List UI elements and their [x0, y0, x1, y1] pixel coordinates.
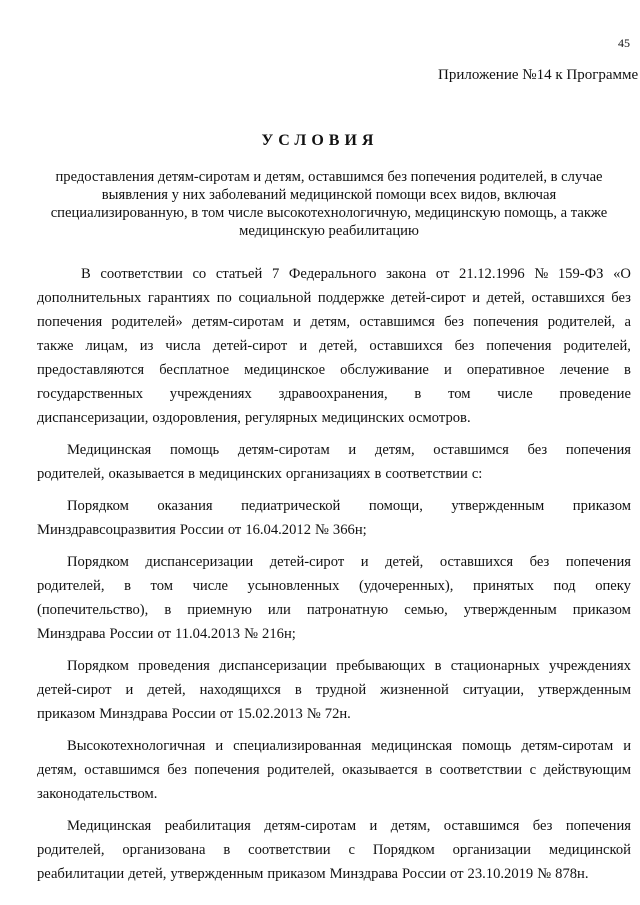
word: соответствии [439, 762, 523, 778]
subtitle-line: предоставления детям-сиротам и детям, оставшимся без попечения родителей, в случае [55, 169, 603, 185]
word: России [171, 706, 216, 722]
word: с [348, 842, 355, 858]
word: родителей, [37, 842, 105, 858]
word: здравоохранения, [278, 386, 388, 402]
word: в [188, 466, 196, 482]
text-line [37, 735, 631, 759]
word: стационарных [450, 658, 540, 674]
word: том [448, 386, 471, 402]
word: помощи, [368, 498, 423, 514]
word: оказывается [108, 466, 185, 482]
word: Минздравсоцразвития [37, 522, 176, 538]
word: под [553, 578, 576, 594]
word: законодательством. [37, 786, 158, 802]
word: поддержке [317, 290, 385, 306]
word: Порядком [67, 554, 129, 570]
word: детям-сиротам [191, 314, 284, 330]
word: и [293, 314, 301, 330]
document-subtitle [30, 168, 628, 240]
text-line [37, 463, 631, 487]
word: и [125, 682, 134, 698]
word: (удочеренных), [359, 578, 454, 594]
word: детей, [147, 682, 186, 698]
word: 159-ФЗ [557, 266, 604, 282]
word: из [139, 338, 154, 354]
word: детям, [37, 762, 77, 778]
word: диспансеризации [219, 658, 327, 674]
word: без [532, 818, 553, 834]
word: по [216, 290, 232, 306]
word: реабилитации [37, 866, 125, 882]
subtitle-line: выявления у них заболеваний медицинской помощи всех видов, включая [101, 187, 557, 203]
text-line [37, 575, 631, 599]
word: патронатную [306, 602, 389, 618]
word: оставшимся [359, 314, 435, 330]
word: проведение [559, 386, 631, 402]
text-line [37, 335, 631, 359]
word: в [164, 602, 172, 618]
word: Порядком [67, 498, 129, 514]
word: специализированная [233, 738, 362, 754]
word: со [192, 266, 207, 282]
word: оказывается [342, 762, 418, 778]
paragraph [37, 495, 631, 543]
word: усыновленных [247, 578, 340, 594]
word: бесплатное [159, 362, 230, 378]
word: оставшимся [443, 818, 520, 834]
word: оставшимся [84, 762, 160, 778]
word: 23.10.2019 [467, 866, 534, 882]
text-line [37, 383, 631, 407]
word: России [179, 522, 224, 538]
word: социальной [238, 290, 312, 306]
word: семью, [404, 602, 448, 618]
word: реабилитация [164, 818, 251, 834]
word: детям, [310, 314, 350, 330]
word: и [360, 554, 369, 570]
word: родителей, [37, 466, 105, 482]
text-line [37, 439, 631, 463]
word: лицам, [85, 338, 128, 354]
word: действующим [543, 762, 631, 778]
word: и [215, 738, 224, 754]
word: в [414, 386, 422, 402]
word: попечения [37, 314, 103, 330]
word: в [624, 362, 631, 378]
text-line [37, 655, 631, 679]
word: медицинских [321, 410, 405, 426]
word: попечения [473, 314, 539, 330]
word: медицинских [199, 466, 282, 482]
word: без [611, 290, 631, 306]
word: от [450, 866, 464, 882]
page-number: 45 [618, 36, 630, 50]
subtitle-line: медицинскую реабилитацию [239, 223, 419, 239]
word: учреждениях [169, 386, 252, 402]
word: детям-сиротам [237, 442, 330, 458]
text-line [37, 759, 631, 783]
word: 878н. [555, 866, 589, 882]
word: детей, [486, 290, 525, 306]
word: № [534, 266, 549, 282]
word: ситуации, [462, 682, 525, 698]
text-line [37, 815, 631, 839]
word: числа [165, 338, 201, 354]
word: соответствии [100, 266, 183, 282]
word: в [124, 578, 131, 594]
word: жизненной [380, 682, 449, 698]
word: Федерального [288, 266, 377, 282]
word: приказом [37, 706, 96, 722]
word: № [314, 522, 329, 538]
word: детям-сиротам [521, 738, 614, 754]
word: регулярных [244, 410, 318, 426]
word: Минздрава [37, 626, 106, 642]
word: и [299, 338, 308, 354]
subtitle-line: специализированную, в том числе высокотехнологичную, медицинскую помощь, а также [50, 205, 608, 221]
word: и [443, 362, 452, 378]
word: Медицинская [67, 818, 152, 834]
word: а [624, 314, 631, 330]
word: приказом [572, 498, 631, 514]
word: детям, [374, 442, 415, 458]
word: оставшихся [531, 290, 605, 306]
word: без [527, 442, 548, 458]
paragraph [37, 551, 631, 647]
word: родителей, [547, 314, 616, 330]
word: детей, [128, 866, 167, 882]
appendix-caption: Приложение №14 к Программе [438, 67, 639, 83]
word: с [529, 762, 537, 778]
word: 7 [271, 266, 280, 282]
word: от [157, 626, 171, 642]
word: соответствии [385, 466, 468, 482]
word: «О [613, 266, 631, 282]
word: в [374, 466, 382, 482]
word: опеку [595, 578, 631, 594]
word: статьей [215, 266, 263, 282]
word: 16.04.2012 [245, 522, 311, 538]
word: и [472, 290, 481, 306]
text-line [37, 263, 631, 287]
word: том [150, 578, 173, 594]
word: гарантиях [147, 290, 211, 306]
word: родителей, [37, 578, 105, 594]
word: диспансеризации [145, 554, 254, 570]
text-line [37, 783, 631, 807]
word: 72н. [324, 706, 351, 722]
word: (попечительство), [37, 602, 149, 618]
word: приказом [572, 602, 631, 618]
word: помощь [169, 442, 220, 458]
word: родителей» [111, 314, 183, 330]
word: 216н; [262, 626, 296, 642]
word: от [435, 266, 450, 282]
word: детей-сирот [269, 554, 345, 570]
word: утвержденным [538, 682, 631, 698]
word: попечения [486, 338, 552, 354]
text-line [37, 863, 631, 887]
word: также [37, 338, 74, 354]
word: или [267, 602, 291, 618]
word: детям, [390, 818, 431, 834]
word: оставшимся [433, 442, 509, 458]
word: 21.12.1996 [459, 266, 525, 282]
word: утвержденным [463, 602, 557, 618]
word: организации [452, 842, 531, 858]
word: обслуживание [340, 362, 429, 378]
word: 366н; [332, 522, 367, 538]
word: с: [471, 466, 483, 482]
word: попечения [565, 554, 631, 570]
word: числе [497, 386, 533, 402]
text-line [37, 599, 631, 623]
word: числе [192, 578, 228, 594]
word: родителей, [563, 338, 631, 354]
document-title: УСЛОВИЯ [261, 132, 379, 149]
word: попечения [565, 442, 631, 458]
word: пребывающих [336, 658, 426, 674]
word: детей-сирот [212, 338, 288, 354]
word: закона [386, 266, 427, 282]
word: в [425, 762, 433, 778]
word: оказания [157, 498, 213, 514]
word: и [348, 442, 357, 458]
word: Медицинская [67, 442, 152, 458]
word: учреждениях [548, 658, 631, 674]
word: № [537, 866, 552, 882]
word: диспансеризации, [37, 410, 149, 426]
word: оставшихся [369, 338, 443, 354]
paragraph [37, 655, 631, 727]
word: Минздрава [329, 866, 399, 882]
word: без [454, 338, 475, 354]
word: попечения [194, 762, 260, 778]
word: принятых [472, 578, 534, 594]
text-line [37, 623, 631, 647]
text-line [37, 407, 631, 431]
word: № [306, 706, 321, 722]
paragraph [37, 263, 631, 431]
word: оздоровления, [152, 410, 241, 426]
word: предоставляются [37, 362, 145, 378]
word: без [167, 762, 187, 778]
word: детей-сирот [37, 682, 112, 698]
word: организациях [285, 466, 371, 482]
word: оперативное [466, 362, 545, 378]
word: в [434, 658, 442, 674]
text-line [37, 287, 631, 311]
text-line [37, 311, 631, 335]
word: помощь [462, 738, 512, 754]
word: приемную [187, 602, 252, 618]
paragraph [37, 439, 631, 487]
word: утвержденным [451, 498, 545, 514]
text-line [37, 359, 631, 383]
word: и [369, 818, 378, 834]
word: оставшихся [439, 554, 514, 570]
text-line [37, 519, 631, 543]
word: лечение [559, 362, 609, 378]
word: в [223, 842, 231, 858]
paragraph [37, 735, 631, 807]
paragraph [37, 815, 631, 887]
word: родителей, [267, 762, 335, 778]
word: находящихся [199, 682, 281, 698]
word: Порядком [372, 842, 435, 858]
word: попечения [565, 818, 631, 834]
word: приказом [267, 866, 326, 882]
word: детям-сиротам [264, 818, 357, 834]
word: утвержденным [170, 866, 264, 882]
word: медицинское [244, 362, 326, 378]
word: дополнительных [37, 290, 142, 306]
word: и [623, 738, 631, 754]
word: детей, [385, 554, 424, 570]
word: педиатрической [241, 498, 341, 514]
word: детей-сирот [391, 290, 466, 306]
word: медицинская [371, 738, 453, 754]
word: детей, [319, 338, 358, 354]
word: без [529, 554, 550, 570]
word: от [219, 706, 234, 722]
word: № [244, 626, 259, 642]
word: в [294, 682, 302, 698]
word: России [402, 866, 447, 882]
word: государственных [37, 386, 144, 402]
word: осмотров. [408, 410, 471, 426]
word: Высокотехнологичная [67, 738, 206, 754]
document-body [37, 263, 631, 887]
word: Минздрава [99, 706, 168, 722]
word: Порядком [67, 658, 129, 674]
word: В [81, 266, 91, 282]
text-line [37, 679, 631, 703]
word: трудной [315, 682, 367, 698]
word: от [227, 522, 242, 538]
word: соответствии [248, 842, 331, 858]
word: 11.04.2013 [174, 626, 241, 642]
word: России [109, 626, 154, 642]
text-line [37, 703, 631, 727]
word: без [444, 314, 464, 330]
text-line [37, 551, 631, 575]
word: проведения [138, 658, 210, 674]
word: организована [122, 842, 206, 858]
text-line [37, 495, 631, 519]
word: 15.02.2013 [237, 706, 303, 722]
word: медицинской [548, 842, 631, 858]
text-line [37, 839, 631, 863]
